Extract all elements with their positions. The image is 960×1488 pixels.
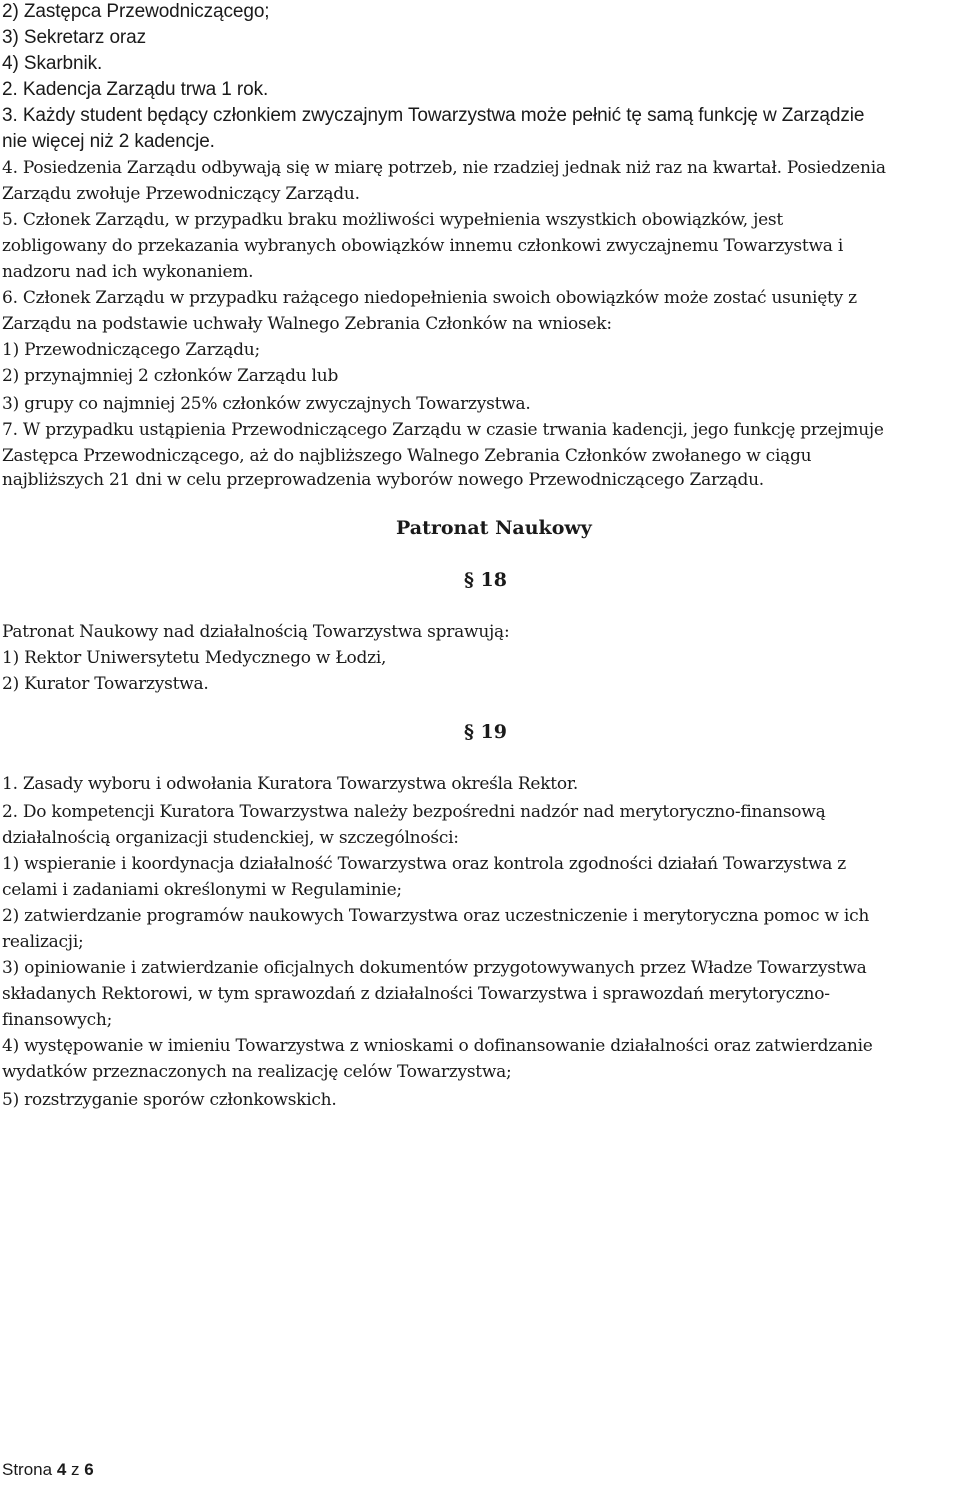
text-line: nadzoru nad ich wykonaniem. (2, 262, 254, 282)
text-line: celami i zadaniami określonymi w Regulaminie; (2, 880, 402, 900)
paragraph-number: § 18 (464, 569, 507, 591)
text-line: składanych Rektorowi, w tym sprawozdań z działalności Towarzystwa i sprawozdań merytoryczno- (2, 984, 830, 1004)
paragraph-number: § 19 (464, 721, 507, 743)
section-heading: Patronat Naukowy (396, 517, 592, 539)
text-line: 3) Sekretarz oraz (2, 27, 147, 48)
total-pages-number: 6 (84, 1460, 94, 1479)
text-line: nie więcej niż 2 kadencje. (2, 131, 215, 152)
text-line: najbliższych 21 dni w celu przeprowadzenia wyborów nowego Przewodniczącego Zarządu. (2, 470, 764, 490)
text-line: 2. Do kompetencji Kuratora Towarzystwa należy bezpośredni nadzór nad merytoryczno-finansową (2, 802, 826, 822)
text-line: Zarządu zwołuje Przewodniczący Zarządu. (2, 184, 360, 204)
text-line: 4) występowanie w imieniu Towarzystwa z wnioskami o dofinansowanie działalności oraz zatwierdzanie (2, 1036, 873, 1056)
text-line: 2) Kurator Towarzystwa. (2, 674, 209, 694)
text-line: 6. Członek Zarządu w przypadku rażącego niedopełnienia swoich obowiązków może zostać usunięty z (2, 288, 857, 308)
footer-separator: z (66, 1460, 85, 1479)
text-line: 1) Rektor Uniwersytetu Medycznego w Łodzi, (2, 648, 387, 668)
text-line: 5. Członek Zarządu, w przypadku braku możliwości wypełnienia wszystkich obowiązków, jest (2, 210, 783, 230)
text-line: 3. Każdy student będący członkiem zwyczajnym Towarzystwa może pełnić tę samą funkcję w Zarządzie (2, 105, 865, 126)
text-line: 4. Posiedzenia Zarządu odbywają się w miarę potrzeb, nie rzadziej jednak niż raz na kwartał. Posiedzenia (2, 158, 886, 178)
text-line: 1) wspieranie i koordynacja działalność Towarzystwa oraz kontrola zgodności działań Towarzystwa z (2, 854, 846, 874)
text-line: 1. Zasady wyboru i odwołania Kuratora Towarzystwa określa Rektor. (2, 774, 578, 794)
text-line: Patronat Naukowy nad działalnością Towarzystwa sprawują: (2, 622, 510, 642)
text-line: 2) przynajmniej 2 członków Zarządu lub (2, 366, 339, 386)
footer-prefix: Strona (2, 1460, 57, 1479)
text-line: 7. W przypadku ustąpienia Przewodniczącego Zarządu w czasie trwania kadencji, jego funkcję przejmuje (2, 420, 884, 440)
page-footer (2, 1460, 94, 1480)
text-line: Zarządu na podstawie uchwały Walnego Zebrania Członków na wniosek: (2, 314, 612, 334)
text-line: 3) opiniowanie i zatwierdzanie oficjalnych dokumentów przygotowywanych przez Władze Towarzystwa (2, 958, 867, 978)
text-line: zobligowany do przekazania wybranych obowiązków innemu członkowi zwyczajnemu Towarzystwa i (2, 236, 844, 256)
text-line: 2) Zastępca Przewodniczącego; (2, 1, 270, 22)
text-line: finansowych; (2, 1010, 113, 1030)
current-page-number: 4 (56, 1460, 67, 1479)
text-line: 4) Skarbnik. (2, 53, 103, 74)
text-line: wydatków przeznaczonych na realizację celów Towarzystwa; (2, 1062, 512, 1082)
text-line: 1) Przewodniczącego Zarządu; (2, 340, 260, 360)
text-line: 5) rozstrzyganie sporów członkowskich. (2, 1090, 337, 1110)
text-line: Zastępca Przewodniczącego, aż do najbliższego Walnego Zebrania Członków zwołanego w ciągu (2, 446, 812, 466)
text-line: 3) grupy co najmniej 25% członków zwyczajnych Towarzystwa. (2, 394, 531, 414)
text-line: 2. Kadencja Zarządu trwa 1 rok. (2, 79, 269, 100)
text-line: realizacji; (2, 932, 84, 952)
text-line: działalnością organizacji studenckiej, w szczególności: (2, 828, 459, 848)
text-line: 2) zatwierdzanie programów naukowych Towarzystwa oraz uczestniczenie i merytoryczna pomoc w ich (2, 906, 870, 926)
